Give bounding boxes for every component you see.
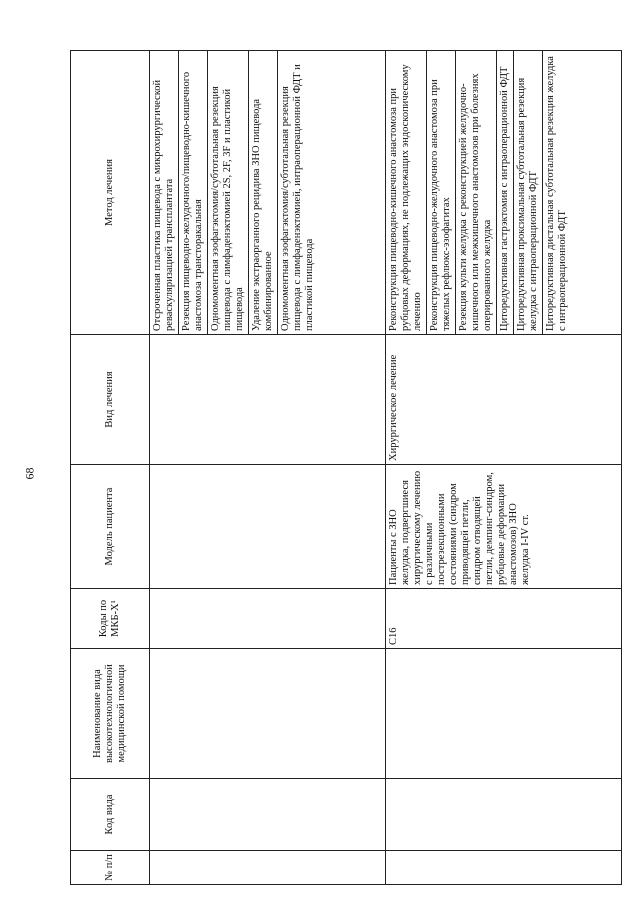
cell-icd <box>150 589 386 649</box>
cell-patient-model: Пациенты с ЗНО желудка, подвергшиеся хирургическому лечению с различными пострезекционными состояниями (синдром приводящей петли, синдром отводящей петли, демпинг-синдром, рубцовые деформации анастомозов) ЗНО желудка I-IV ст. <box>386 465 622 589</box>
document-sheet <box>58 0 618 905</box>
cell-kind-code <box>386 779 622 851</box>
column-header-treatment-method: Метод лечения <box>71 51 150 335</box>
cell-patient-model <box>150 465 386 589</box>
cell-kind-name <box>386 649 622 779</box>
cell-treatment-method <box>386 51 622 335</box>
table-header-row <box>71 51 150 885</box>
method-item: Циторедуктивная проксимальная субтотальная резекция желудка с интраоперационной ФДТ <box>514 51 543 334</box>
cell-treatment-method <box>150 51 386 335</box>
method-list <box>386 51 571 334</box>
table-row <box>150 51 386 885</box>
cell-treatment-type: Хирургическое лечение <box>386 335 622 465</box>
page-number: 68 <box>22 467 37 480</box>
method-item: Циторедуктивная гастрэктомия с интраоперационной ФДТ <box>497 51 514 334</box>
method-item: Реконструкция пищеводно-желудочного анастомоза при тяжелых рефлюкс-эзофагитах <box>427 51 456 334</box>
method-list <box>150 51 318 334</box>
cell-kind-name <box>150 649 386 779</box>
cell-treatment-type <box>150 335 386 465</box>
cell-num <box>386 851 622 885</box>
column-header-patient-model: Модель пациента <box>71 465 150 589</box>
method-item: Отсроченная пластика пищевода с микрохирургической реваскуляризацией трансплантата <box>150 51 179 334</box>
column-header-kind-code: Код вида <box>71 779 150 851</box>
method-item: Резекция культи желудка с реконструкцией желудочно-кишечного или межкишечного анастомозов при болезнях оперированного желудка <box>456 51 497 334</box>
table-row <box>386 51 622 885</box>
method-item: Удаление экстраорганного рецидива ЗНО пищевода комбинированное <box>249 51 278 334</box>
method-item: Циторедуктивная дистальная субтотальная резекция желудка с интраоперационной ФДТ <box>545 56 568 331</box>
method-item: Реконструкция пищеводно-кишечного анастомоза при рубцовых деформациях, не подлежащих эндоскопическому лечению <box>386 51 427 334</box>
column-header-kind-name: Наименование вида высокотехнологичной медицинской помощи <box>71 649 150 779</box>
column-header-icd-codes: Коды по МКБ-X¹ <box>71 589 150 649</box>
cell-num <box>150 851 386 885</box>
column-header-treatment-type: Вид лечения <box>71 335 150 465</box>
method-item: Одномоментная эзофагэктомия/субтотальная резекция пищевода с лимфаденэктомией 2S, 2F, 3F и пластикой пищевода <box>208 51 249 334</box>
cell-kind-code <box>150 779 386 851</box>
cell-icd: C16 <box>386 589 622 649</box>
medical-care-table <box>70 50 622 885</box>
column-header-num: № п/п <box>71 851 150 885</box>
method-item: Одномоментная эзофагэктомия/субтотальная резекция пищевода с лимфаденэктомией, интраоперационной ФДТ и пластикой пищевода <box>280 64 315 331</box>
method-item: Резекция пищеводно-желудочного/пищеводно-кишечного анастомоза трансторакальная <box>179 51 208 334</box>
